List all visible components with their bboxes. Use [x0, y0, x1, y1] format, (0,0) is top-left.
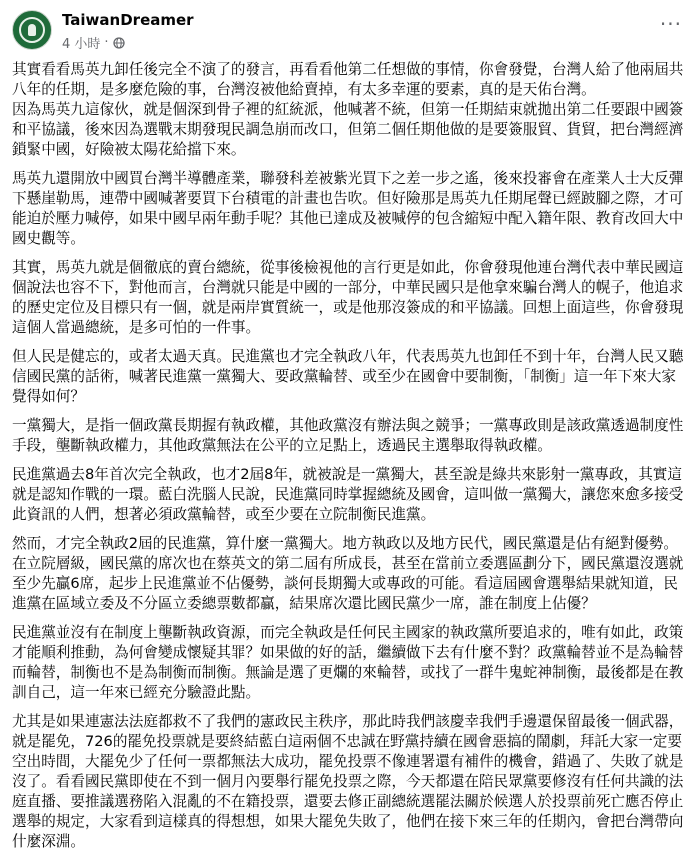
post-paragraph: 民進黨過去8年首次完全執政，也才2屆8年，就被說是一黨獨大，甚至說是綠共來影射一黨專政，其實這就是認知作戰的一環。藍白洗腦人民說，民進黨同時掌握總統及國會，這叫做一黨獨大，讓您來愈多接受此資訊的人們，想著必須政黨輪替，或至少要在立院制衡民進黨。	[12, 466, 684, 523]
post-paragraph: 其實，馬英九就是個徹底的賣台總統，從事後檢視他的言行更是如此，你會發現他連台灣代表中華民國這個說法也容不下，對他而言，台灣就只能是中國的一部分，中華民國只是他拿來騙台灣人的幌子，他追求的歷史定位及目標只有一個，就是兩岸實質統一，或是他那沒簽成的和平協議。回想上面這些，你會發現這個人當過總統，是多可怕的一件事。	[12, 259, 684, 336]
meta-separator: ·	[104, 35, 109, 50]
post-body	[12, 60, 688, 861]
more-options-icon[interactable]: ···	[659, 12, 682, 36]
post-header	[0, 0, 698, 58]
author-name[interactable]: TaiwanDreamer	[62, 11, 194, 29]
author-avatar[interactable]	[12, 10, 52, 50]
post-meta	[62, 33, 125, 52]
avatar-emblem-icon	[19, 17, 45, 43]
post-paragraph: 一黨獨大，是指一個政黨長期握有執政權，其他政黨沒有辦法與之競爭；一黨專政則是該政黨透過制度性手段，壟斷執政權力，其他政黨無法在公平的立足點上，透過民主選舉取得執政權。	[12, 417, 684, 454]
post-paragraph: 尤其是如果連憲法法庭都救不了我們的憲政民主秩序，那此時我們該慶幸我們手邊還保留最後一個武器，就是罷免，726的罷免投票就是要終結藍白這兩個不忠誠在野黨持續在國會惡搞的鬧劇，拜託大家一定要空出時間，大罷免少了任何一票都無法大成功，罷免投票不像連署還有補件的機會，錯過了、失敗了就是沒了。看看國民黨即使在不到一個月內要舉行罷免投票之際，今天都還在陪民眾黨要修沒有任何共識的法庭直播、要推議選務陷入混亂的不在籍投票，還要去修正副總統選罷法關於候選人於投票前死亡應否停止選舉的規定，大家看到這樣真的得想想，如果大罷免失敗了，他們在接下來三年的任期內，會把台灣帶向什麼深淵。	[12, 713, 684, 850]
post-paragraph: 民進黨並沒有在制度上壟斷執政資源，而完全執政是任何民主國家的執政黨所要追求的，唯有如此，政策才能順利推動，為何會變成懷疑其罪？如果做的好的話，繼續做下去有什麼不對？政黨輪替並不是為輪替而輪替，制衡也不是為制衡而制衡。無論是選了更爛的來輪替，或找了一群牛鬼蛇神制衡，最後都是在教訓自己，這一年來已經充分驗證此點。	[12, 624, 684, 701]
post-paragraph: 馬英九還開放中國買台灣半導體產業，聯發科差被紫光買下之差一步之遙，後來投審會在產業人士大反彈下懸崖勒馬，連帶中國喊著要買下台積電的計畫也告吹。但好險那是馬英九任期尾聲已經跛腳之際，才可能迫於壓力喊停，如果中國早兩年動手呢？其他已達成及被喊停的包含縮短中配入籍年限、教育改回大中國史觀等。	[12, 170, 684, 247]
globe-icon[interactable]	[113, 37, 125, 49]
post-paragraph: 然而，才完全執政2屆的民進黨，算什麼一黨獨大。地方執政以及地方民代，國民黨還是佔有絕對優勢。在立院層級，國民黨的席次也在蔡英文的第二屆有所成長，甚至在當前立委選區劃分下，國民黨還沒選就至少先贏6席，起步上民進黨並不佔優勢，談何長期獨大或專政的可能。看這屆國會選舉結果就知道，民進黨在區域立委及不分區立委總票數都贏，結果席次還比國民黨少一席，誰在制度上佔優？	[12, 535, 684, 612]
post-paragraph: 其實看看馬英九卸任後完全不演了的發言，再看看他第二任想做的事情，你會發覺，台灣人給了他兩屆共八年的任期，是多麼危險的事，台灣沒被他給賣掉，有太多幸運的要素，真的是天佑台灣。 因為馬英九這傢伙，就是個深到骨子裡的紅統派，他喊著不統，但第一任期結束就拋出第二任要跟中國簽和平協議，後來因為選戰末期發現民調急崩而改口，但第二個任期他做的是要簽服貿、貨貿，把台灣經濟鎖緊中國，好險被太陽花給擋下來。	[12, 61, 684, 158]
post-time[interactable]: 4 小時	[62, 37, 101, 52]
post-paragraph: 但人民是健忘的，或者太過天真。民進黨也才完全執政八年，代表馬英九也卸任不到十年，台灣人民又聽信國民黨的話術，喊著民進黨一黨獨大、要政黨輪替、或至少在國會中要制衡，「制衡」這一年下來大家覺得如何？	[12, 348, 684, 405]
